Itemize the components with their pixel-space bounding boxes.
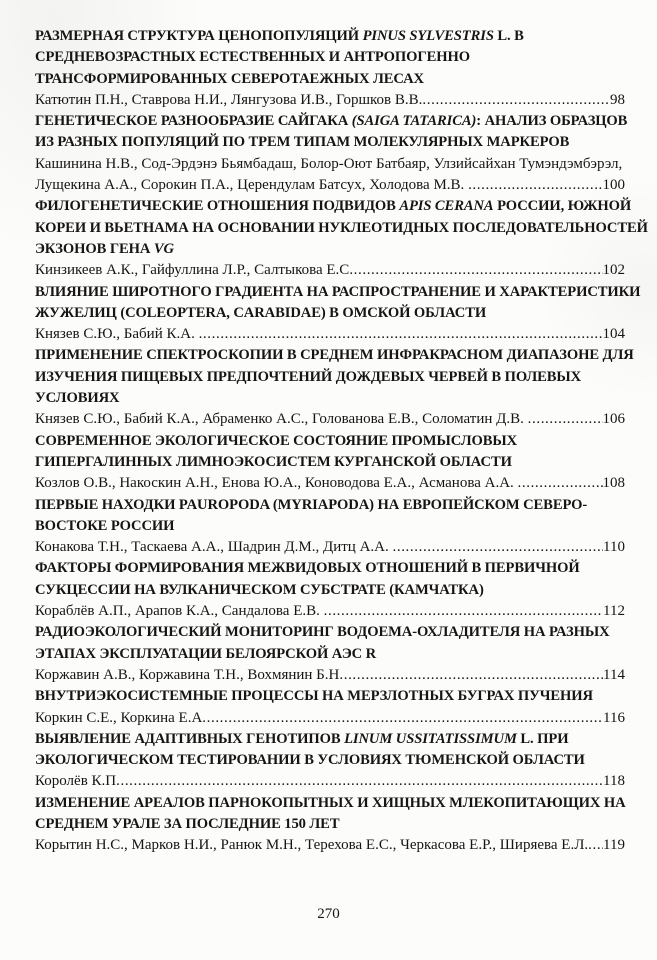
title-text: L. В	[493, 28, 524, 44]
dot-leader	[349, 260, 602, 281]
entry-page-number: 98	[610, 91, 625, 108]
entry-title-line	[35, 111, 628, 132]
entry-title-line	[35, 793, 625, 814]
dot-leader	[199, 324, 603, 345]
title-text: СРЕДНЕВОЗРАСТНЫХ ЕСТЕСТВЕННЫХ И АНТРОПОГЕННО	[35, 49, 470, 66]
entry-title-line	[35, 345, 634, 366]
entry-page-number: 116	[603, 709, 625, 726]
entry-title-line	[35, 218, 648, 239]
title-text: L. ПРИ	[516, 730, 569, 747]
title-text: ПРИМЕНЕНИЕ СПЕКТРОСКОПИИ В СРЕДНЕМ ИНФРАКРАСНОМ ДИАПАЗОНЕ ДЛЯ	[35, 347, 634, 364]
authors-text: Корытин Н.С., Марков Н.И., Ранюк М.Н., Терехова Е.С., Черкасова Е.Р., Ширяева Е.Л.	[35, 837, 589, 854]
entry-authors-line	[35, 537, 625, 558]
title-text: : АНАЛИЗ ОБРАЗЦОВ	[476, 113, 628, 130]
title-text: ГИПЕРГАЛИННЫХ ЛИМНОЭКОСИСТЕМ КУРГАНСКОЙ ОБЛАСТИ	[35, 453, 512, 470]
authors-text: Князев С.Ю., Бабий К.А.	[35, 326, 199, 343]
toc-entry	[35, 622, 625, 686]
entry-page-number: 104	[602, 326, 625, 343]
title-text: СРЕДНЕМ УРАЛЕ ЗА ПОСЛЕДНИЕ 150 ЛЕТ	[35, 815, 340, 832]
entry-page-number: 114	[603, 666, 625, 683]
entry-title-line	[35, 282, 641, 303]
entry-authors-line	[35, 665, 625, 686]
entry-title-line	[35, 388, 625, 409]
toc-entry	[35, 686, 625, 729]
entry-title-line	[35, 239, 625, 260]
entry-page-number: 112	[603, 603, 625, 620]
entry-authors-line	[35, 154, 625, 175]
entry-authors-line	[35, 175, 625, 196]
title-text: ВНУТРИЭКОСИСТЕМНЫЕ ПРОЦЕССЫ НА МЕРЗЛОТНЫХ БУГРАХ ПУЧЕНИЯ	[35, 688, 593, 705]
dot-leader	[324, 601, 603, 622]
dot-leader	[339, 665, 603, 686]
title-text: КОРЕИ И ВЬЕТНАМА НА ОСНОВАНИИ НУКЛЕОТИДНЫХ ПОСЛЕДОВАТЕЛЬНОСТЕЙ	[35, 219, 648, 236]
entry-title-line	[35, 814, 625, 835]
dot-leader	[468, 175, 602, 196]
dot-leader	[393, 537, 604, 558]
entry-title-line	[35, 622, 625, 643]
title-text: СУКЦЕССИИ НА ВУЛКАНИЧЕСКОМ СУБСТРАТЕ (КАМЧАТКА)	[35, 581, 484, 598]
title-text: ВОСТОКЕ РОССИИ	[35, 517, 175, 534]
toc-entry	[35, 345, 634, 430]
title-text: ЭКЗОНОВ ГЕНА	[35, 240, 154, 257]
entry-title-line	[35, 580, 625, 601]
species-name: (SAIGA TATARICA)	[351, 113, 477, 130]
title-text: ИЗМЕНЕНИЕ АРЕАЛОВ ПАРНОКОПЫТНЫХ И ХИЩНЫХ МЛЕКОПИТАЮЩИХ НА	[35, 794, 626, 811]
authors-text: Князев С.Ю., Бабий К.А., Абраменко А.С., Голованова Е.В., Соломатин Д.В.	[35, 411, 528, 428]
entry-page-number: 100	[602, 177, 625, 194]
dot-leader	[528, 409, 603, 430]
title-text: ИЗ РАЗНЫХ ПОПУЛЯЦИЙ ПО ТРЕМ ТИПАМ МОЛЕКУЛЯРНЫХ МАРКЕРОВ	[35, 134, 570, 151]
dot-leader	[202, 708, 603, 729]
authors-text: Козлов О.В., Накоскин А.Н., Енова Ю.А., Коноводова Е.А., Асманова А.А.	[35, 475, 518, 492]
toc-entry	[35, 558, 625, 622]
authors-text: Коржавин А.В., Коржавина Т.Н., Вохмянин Б.Н	[35, 666, 340, 683]
entry-title-line	[35, 495, 625, 516]
title-text: ИЗУЧЕНИЯ ПИЩЕВЫХ ПРЕДПОЧТЕНИЙ ДОЖДЕВЫХ ЧЕРВЕЙ В ПОЛЕВЫХ	[35, 368, 582, 385]
authors-text: Катютин П.Н., Ставрова Н.И., Лянгузова И.В., Горшков В.В.	[35, 91, 423, 108]
dot-leader	[422, 90, 610, 111]
entry-authors-line	[35, 409, 625, 430]
authors-text: Кинзикеев А.К., Гайфуллина Л.Р., Салтыкова Е.С	[35, 262, 350, 279]
toc-entry	[35, 495, 625, 559]
entry-page-number: 106	[602, 411, 625, 428]
entry-title-line	[35, 132, 625, 153]
toc-entry	[35, 793, 625, 857]
authors-text: Конакова Т.Н., Таскаева А.А., Шадрин Д.М., Дитц А.А.	[35, 539, 393, 556]
title-text: ГЕНЕТИЧЕСКОЕ РАЗНООБРАЗИЕ САЙГАКА	[35, 113, 352, 130]
authors-text: Лущекина А.А., Сорокин П.А., Церендулам Батсух, Холодова М.В.	[35, 177, 469, 194]
entry-title-line	[35, 516, 625, 537]
title-text: УСЛОВИЯХ	[35, 390, 120, 407]
species-name: VG	[153, 240, 174, 257]
entry-page-number: 108	[602, 475, 625, 492]
entry-authors-line	[35, 835, 625, 856]
title-text: ФИЛОГЕНЕТИЧЕСКИЕ ОТНОШЕНИЯ ПОДВИДОВ	[35, 198, 400, 215]
title-text: РАЗМЕРНАЯ СТРУКТУРА ЦЕНОПОПУЛЯЦИЙ	[35, 28, 363, 44]
title-text: РОССИИ, ЮЖНОЙ	[493, 198, 632, 215]
entry-authors-line	[35, 601, 625, 622]
title-text: ВЛИЯНИЕ ШИРОТНОГО ГРАДИЕНТА НА РАСПРОСТРАНЕНИЕ И ХАРАКТЕРИСТИКИ	[35, 283, 641, 300]
toc-entry	[35, 196, 648, 281]
dot-leader	[116, 771, 603, 792]
entry-title-line	[35, 303, 625, 324]
title-text: ПЕРВЫЕ НАХОДКИ PAUROPODA (MYRIAPODA) НА ЕВРОПЕЙСКОМ СЕВЕРО-	[35, 496, 588, 513]
title-text: ЖУЖЕЛИЦ (COLEOPTERA, CARABIDAE) В ОМСКОЙ ОБЛАСТИ	[35, 304, 487, 321]
toc-entry	[35, 111, 628, 196]
entry-title-line	[35, 644, 625, 665]
entry-page-number: 118	[603, 773, 625, 790]
entry-authors-line	[35, 771, 625, 792]
title-text: ТРАНСФОРМИРОВАННЫХ СЕВЕРОТАЕЖНЫХ ЛЕСАХ	[35, 70, 424, 87]
entry-authors-line	[35, 324, 625, 345]
entry-page-number: 110	[603, 539, 625, 556]
entry-title-line	[35, 69, 625, 90]
title-text: РАДИОЭКОЛОГИЧЕСКИЙ МОНИТОРИНГ ВОДОЕМА-ОХЛАДИТЕЛЯ НА РАЗНЫХ	[35, 624, 610, 641]
entry-title-line	[35, 686, 625, 707]
entry-title-line	[35, 558, 625, 579]
page-footer-number: 270	[317, 906, 340, 922]
entry-title-line	[35, 26, 625, 47]
entry-title-line	[35, 729, 625, 750]
authors-text: Кораблёв А.П., Арапов К.А., Сандалова Е.В.	[35, 603, 324, 620]
entry-page-number: 102	[602, 262, 625, 279]
species-name: PINUS SYLVESTRIS	[362, 28, 494, 44]
dot-leader	[518, 473, 603, 494]
authors-text: Коркин С.Е., Коркина Е.А	[35, 709, 203, 726]
entry-page-number: 119	[603, 837, 625, 854]
entry-title-line	[35, 367, 625, 388]
authors-text: Кашинина Н.В., Сод-Эрдэнэ Бьямбадаш, Болор-Оют Батбаяр, Улзийсайхан Тумэндэмбэрэл,	[35, 155, 623, 172]
authors-text: Королёв К.П	[35, 773, 117, 790]
entry-authors-line	[35, 708, 625, 729]
title-text: ЭКОЛОГИЧЕСКОМ ТЕСТИРОВАНИИ В УСЛОВИЯХ ТЮМЕНСКОЙ ОБЛАСТИ	[35, 752, 585, 769]
title-text: ВЫЯВЛЕНИЕ АДАПТИВНЫХ ГЕНОТИПОВ	[35, 730, 345, 747]
dot-leader	[588, 835, 603, 856]
entry-authors-line	[35, 90, 625, 111]
toc-entry	[35, 282, 641, 346]
toc-entry	[35, 729, 625, 793]
entry-title-line	[35, 196, 632, 217]
entry-authors-line	[35, 473, 625, 494]
title-text: СОВРЕМЕННОЕ ЭКОЛОГИЧЕСКОЕ СОСТОЯНИЕ ПРОМЫСЛОВЫХ	[35, 432, 518, 449]
toc-entry	[35, 431, 625, 495]
toc-entry	[35, 26, 625, 111]
species-name: LINUM USSITATISSIMUM	[344, 730, 517, 747]
entry-authors-line	[35, 260, 625, 281]
title-text: ФАКТОРЫ ФОРМИРОВАНИЯ МЕЖВИДОВЫХ ОТНОШЕНИЙ В ПЕРВИЧНОЙ	[35, 560, 580, 577]
entry-title-line	[35, 431, 625, 452]
entry-title-line	[35, 750, 625, 771]
species-name: APIS CERANA	[399, 198, 494, 215]
entry-title-line	[35, 47, 625, 68]
entry-title-line	[35, 452, 625, 473]
title-text: ЭТАПАХ ЭКСПЛУАТАЦИИ БЕЛОЯРСКОЙ АЭС R	[35, 645, 377, 662]
